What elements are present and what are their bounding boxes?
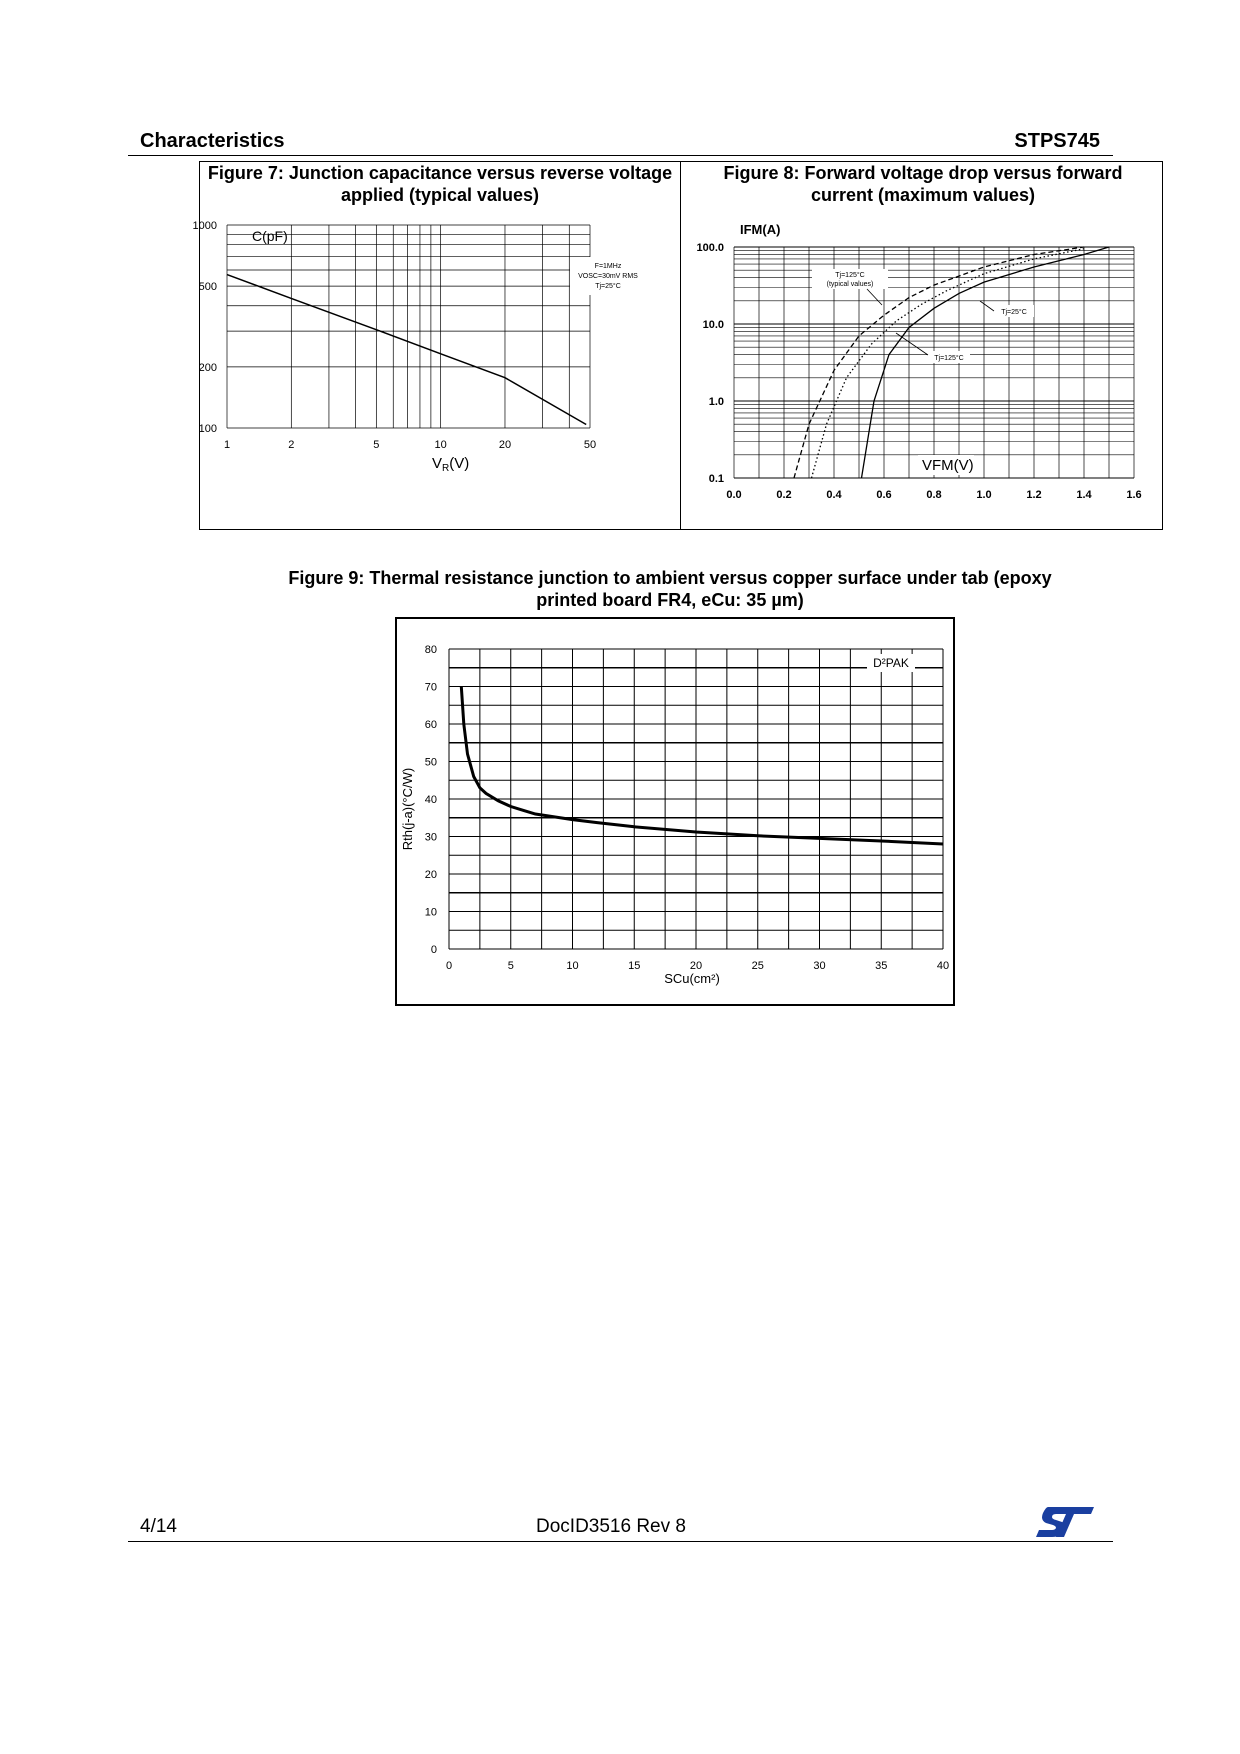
fig8-ann-leader-2 <box>980 301 994 311</box>
fig9-ticks <box>425 644 949 972</box>
figure-divider <box>680 161 681 530</box>
fig7-ytick: 200 <box>198 361 217 374</box>
fig8-ylabel: IFM(A) <box>740 222 781 237</box>
fig8-xlabel: VFM(V) <box>922 457 974 474</box>
fig9-xtick: 40 <box>936 960 950 972</box>
fig8-xtick: 0.8 <box>926 489 942 501</box>
fig9-legend: D²PAK <box>873 656 909 670</box>
part-number: STPS745 <box>1014 130 1100 152</box>
fig7-ylabel: C(pF) <box>252 228 288 244</box>
fig7-ytick: 500 <box>198 281 217 294</box>
fig7-xtick: 1 <box>223 439 231 451</box>
fig7-ytick: 100 <box>198 423 217 435</box>
fig9-ytick: 70 <box>424 681 437 694</box>
fig9-xtick: 5 <box>507 960 514 972</box>
fig7-ytick: 1000 <box>192 220 217 232</box>
fig9-ytick: 50 <box>424 756 437 769</box>
fig9-grid <box>449 649 943 949</box>
fig9-ytick: 80 <box>424 644 437 656</box>
fig7-xtick: 2 <box>288 439 295 451</box>
fig9-xtick: 0 <box>445 960 453 972</box>
fig9-ytick: 0 <box>430 944 437 956</box>
fig8-xtick: 1.2 <box>1026 489 1042 501</box>
fig8-xtick: 1.6 <box>1126 489 1142 501</box>
fig7-xlabel: $V_R(V)$ <box>432 455 470 474</box>
fig8-xtick: 1.0 <box>976 489 992 501</box>
fig9-series-line <box>461 687 943 845</box>
fig8-annotation-tj125-typ: Tj=125°C <box>835 272 865 279</box>
fig8-ann-leader-3 <box>896 333 928 355</box>
document-id: DocID3516 Rev 8 <box>536 1516 686 1537</box>
section-title: Characteristics <box>140 130 285 152</box>
fig9-xtick: 30 <box>813 960 826 972</box>
fig9-xtick: 35 <box>875 960 888 972</box>
fig7-condition-2: VOSC=30mV RMS <box>578 273 638 280</box>
fig8-ytick: 0.1 <box>708 473 724 485</box>
fig7-xtick: 5 <box>373 439 380 451</box>
fig8-series-line <box>862 247 1110 478</box>
fig7-condition-1: F=1MHz <box>594 263 622 270</box>
fig9-xtick: 20 <box>689 960 703 972</box>
fig9-xtick: 10 <box>566 960 579 972</box>
fig9-ylabel: Rth(j-a)(°C/W) <box>400 767 415 851</box>
fig9-xtick: 25 <box>751 960 764 972</box>
figure-9-chart <box>397 619 953 1004</box>
fig8-xtick: 0.6 <box>876 489 892 501</box>
figure-7-chart <box>192 215 678 515</box>
fig9-ytick: 10 <box>424 906 437 919</box>
fig8-annotation-tj25: Tj=25°C <box>1001 309 1027 316</box>
fig7-ticks <box>193 220 597 451</box>
fig8-xtick: 0.0 <box>726 489 742 501</box>
fig8-xtick: 1.4 <box>1076 489 1092 501</box>
fig9-ytick: 60 <box>424 719 437 731</box>
fig8-ytick: 10.0 <box>702 319 724 331</box>
footer-rule <box>128 1541 1113 1542</box>
page-number: 4/14 <box>140 1516 177 1537</box>
header-rule <box>128 155 1113 156</box>
fig8-annotation-tj125: Tj=125°C <box>934 355 964 362</box>
fig7-grid <box>227 225 590 428</box>
fig9-xtick: 15 <box>628 960 641 972</box>
fig8-ytick: 100.0 <box>696 242 724 254</box>
fig7-series-line <box>227 275 586 425</box>
figure-7-title: Figure 7: Junction capacitance versus reverse voltage applied (typical values) <box>207 163 673 205</box>
fig7-xtick: 20 <box>498 439 512 451</box>
figure-8-chart <box>682 215 1162 515</box>
figure-8-title: Figure 8: Forward voltage drop versus forward current (maximum values) <box>723 163 1123 205</box>
st-logo-icon <box>1034 1505 1096 1539</box>
fig9-ytick: 20 <box>424 869 437 881</box>
fig7-xtick: 50 <box>583 439 597 451</box>
fig8-xtick: 0.2 <box>776 489 792 501</box>
fig9-xlabel: SCu(cm²) <box>664 971 720 986</box>
fig7-xtick: 10 <box>434 439 447 451</box>
fig8-annotation-typical: (typical values) <box>826 281 874 288</box>
fig7-condition-3: Tj=25°C <box>595 283 621 290</box>
fig8-ytick: 1.0 <box>708 396 724 408</box>
fig8-xtick: 0.4 <box>826 489 842 501</box>
figure-9-title: Figure 9: Thermal resistance junction to ambient versus copper surface under tab (epoxy printed board FR4, eCu: 35 µm) <box>288 568 1052 610</box>
fig9-ytick: 40 <box>424 794 437 806</box>
fig8-ann-leader-1 <box>867 289 882 305</box>
fig9-ytick: 30 <box>424 831 437 844</box>
